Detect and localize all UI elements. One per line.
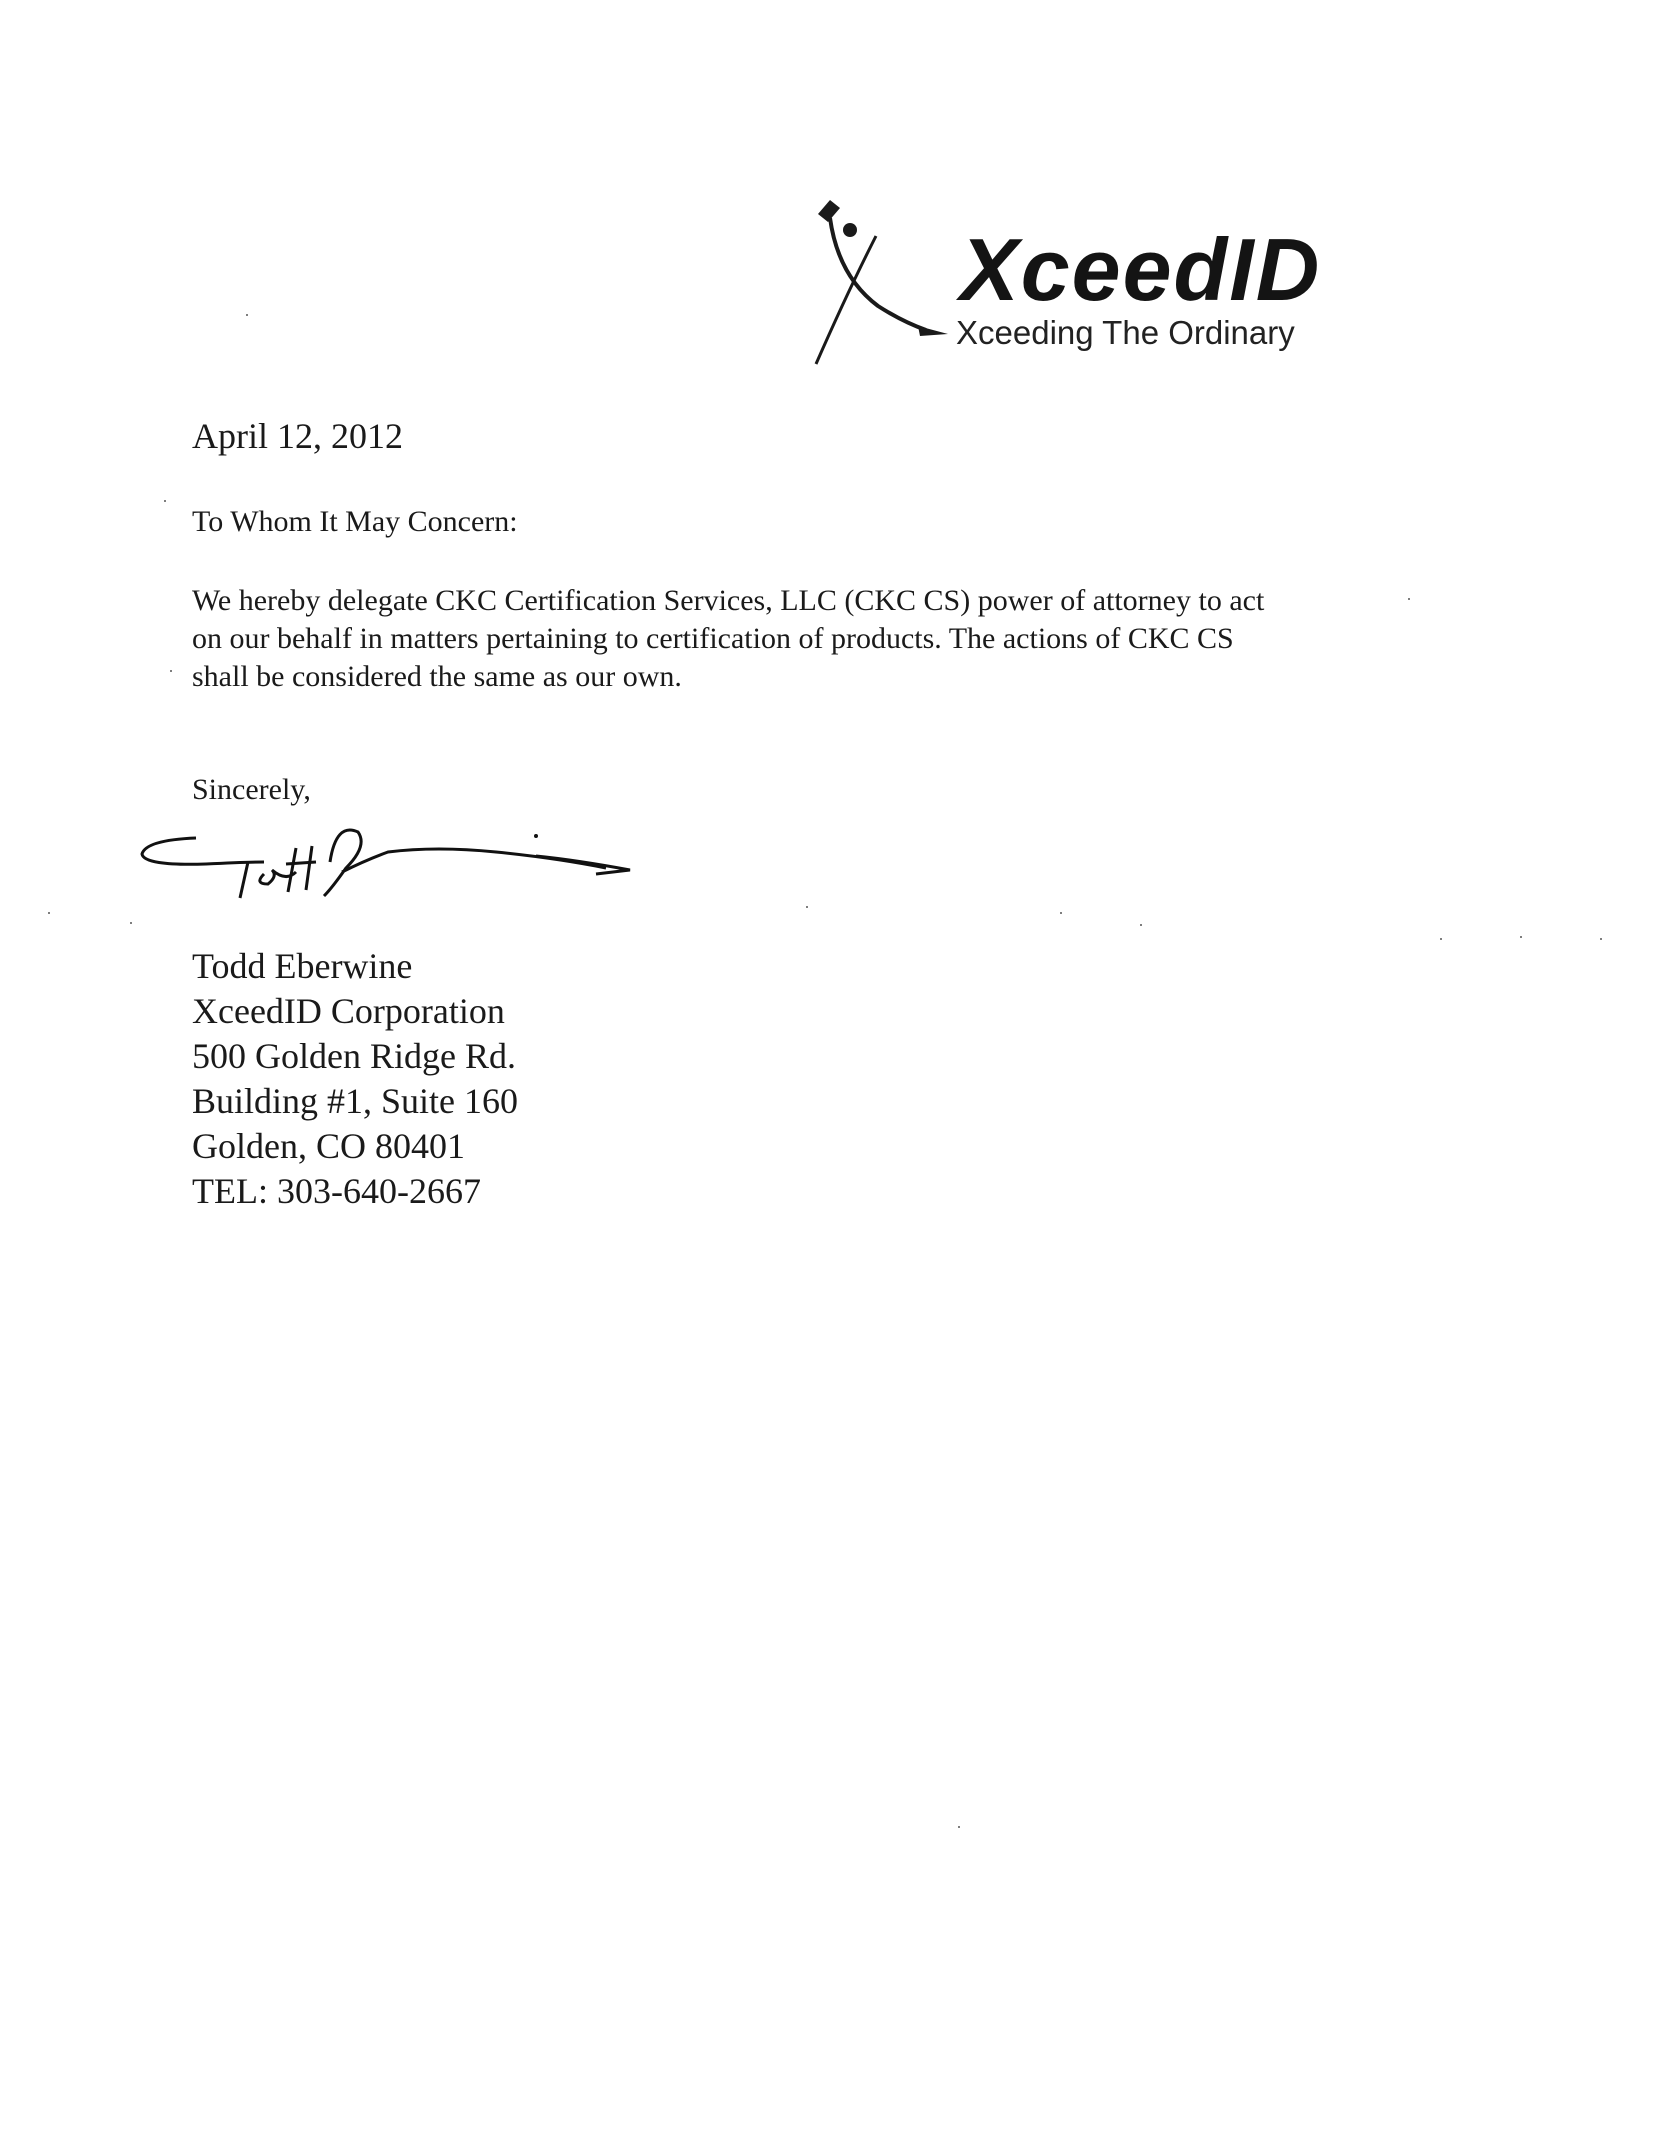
letter-date: April 12, 2012 xyxy=(192,416,403,456)
scan-speck xyxy=(1440,938,1442,940)
logo-wordmark: XceedID xyxy=(960,220,1322,319)
signer-company: XceedID Corporation xyxy=(192,991,505,1031)
scan-speck xyxy=(806,906,808,908)
salutation: To Whom It May Concern: xyxy=(192,505,518,538)
scan-speck xyxy=(1600,938,1602,940)
company-logo xyxy=(808,196,1408,376)
signer-phone: TEL: 303-640-2667 xyxy=(192,1171,481,1211)
closing: Sincerely, xyxy=(192,773,311,806)
scan-speck xyxy=(1140,924,1142,926)
signer-block xyxy=(192,944,518,1214)
letter-body xyxy=(192,582,1452,696)
scan-speck xyxy=(1520,936,1522,938)
scan-speck xyxy=(48,912,50,914)
body-line: on our behalf in matters pertaining to certification of products. The actions of CKC CS xyxy=(192,622,1234,655)
body-line: shall be considered the same as our own. xyxy=(192,660,682,693)
scan-speck xyxy=(130,922,132,924)
scan-speck xyxy=(1060,912,1062,914)
signer-city-state-zip: Golden, CO 80401 xyxy=(192,1126,465,1166)
scan-speck xyxy=(1408,598,1410,600)
scan-speck xyxy=(246,314,248,316)
scan-speck xyxy=(958,1826,960,1828)
signer-name: Todd Eberwine xyxy=(192,946,413,986)
signer-address-line2: Building #1, Suite 160 xyxy=(192,1081,519,1121)
signer-address-line1: 500 Golden Ridge Rd. xyxy=(192,1036,516,1076)
scan-speck xyxy=(170,670,172,672)
handwritten-signature xyxy=(136,812,656,922)
figure-x-icon xyxy=(808,196,968,376)
logo-tagline: Xceeding The Ordinary xyxy=(956,314,1295,351)
scan-speck xyxy=(164,500,166,502)
body-line: We hereby delegate CKC Certification Services, LLC (CKC CS) power of attorney to act xyxy=(192,584,1265,617)
